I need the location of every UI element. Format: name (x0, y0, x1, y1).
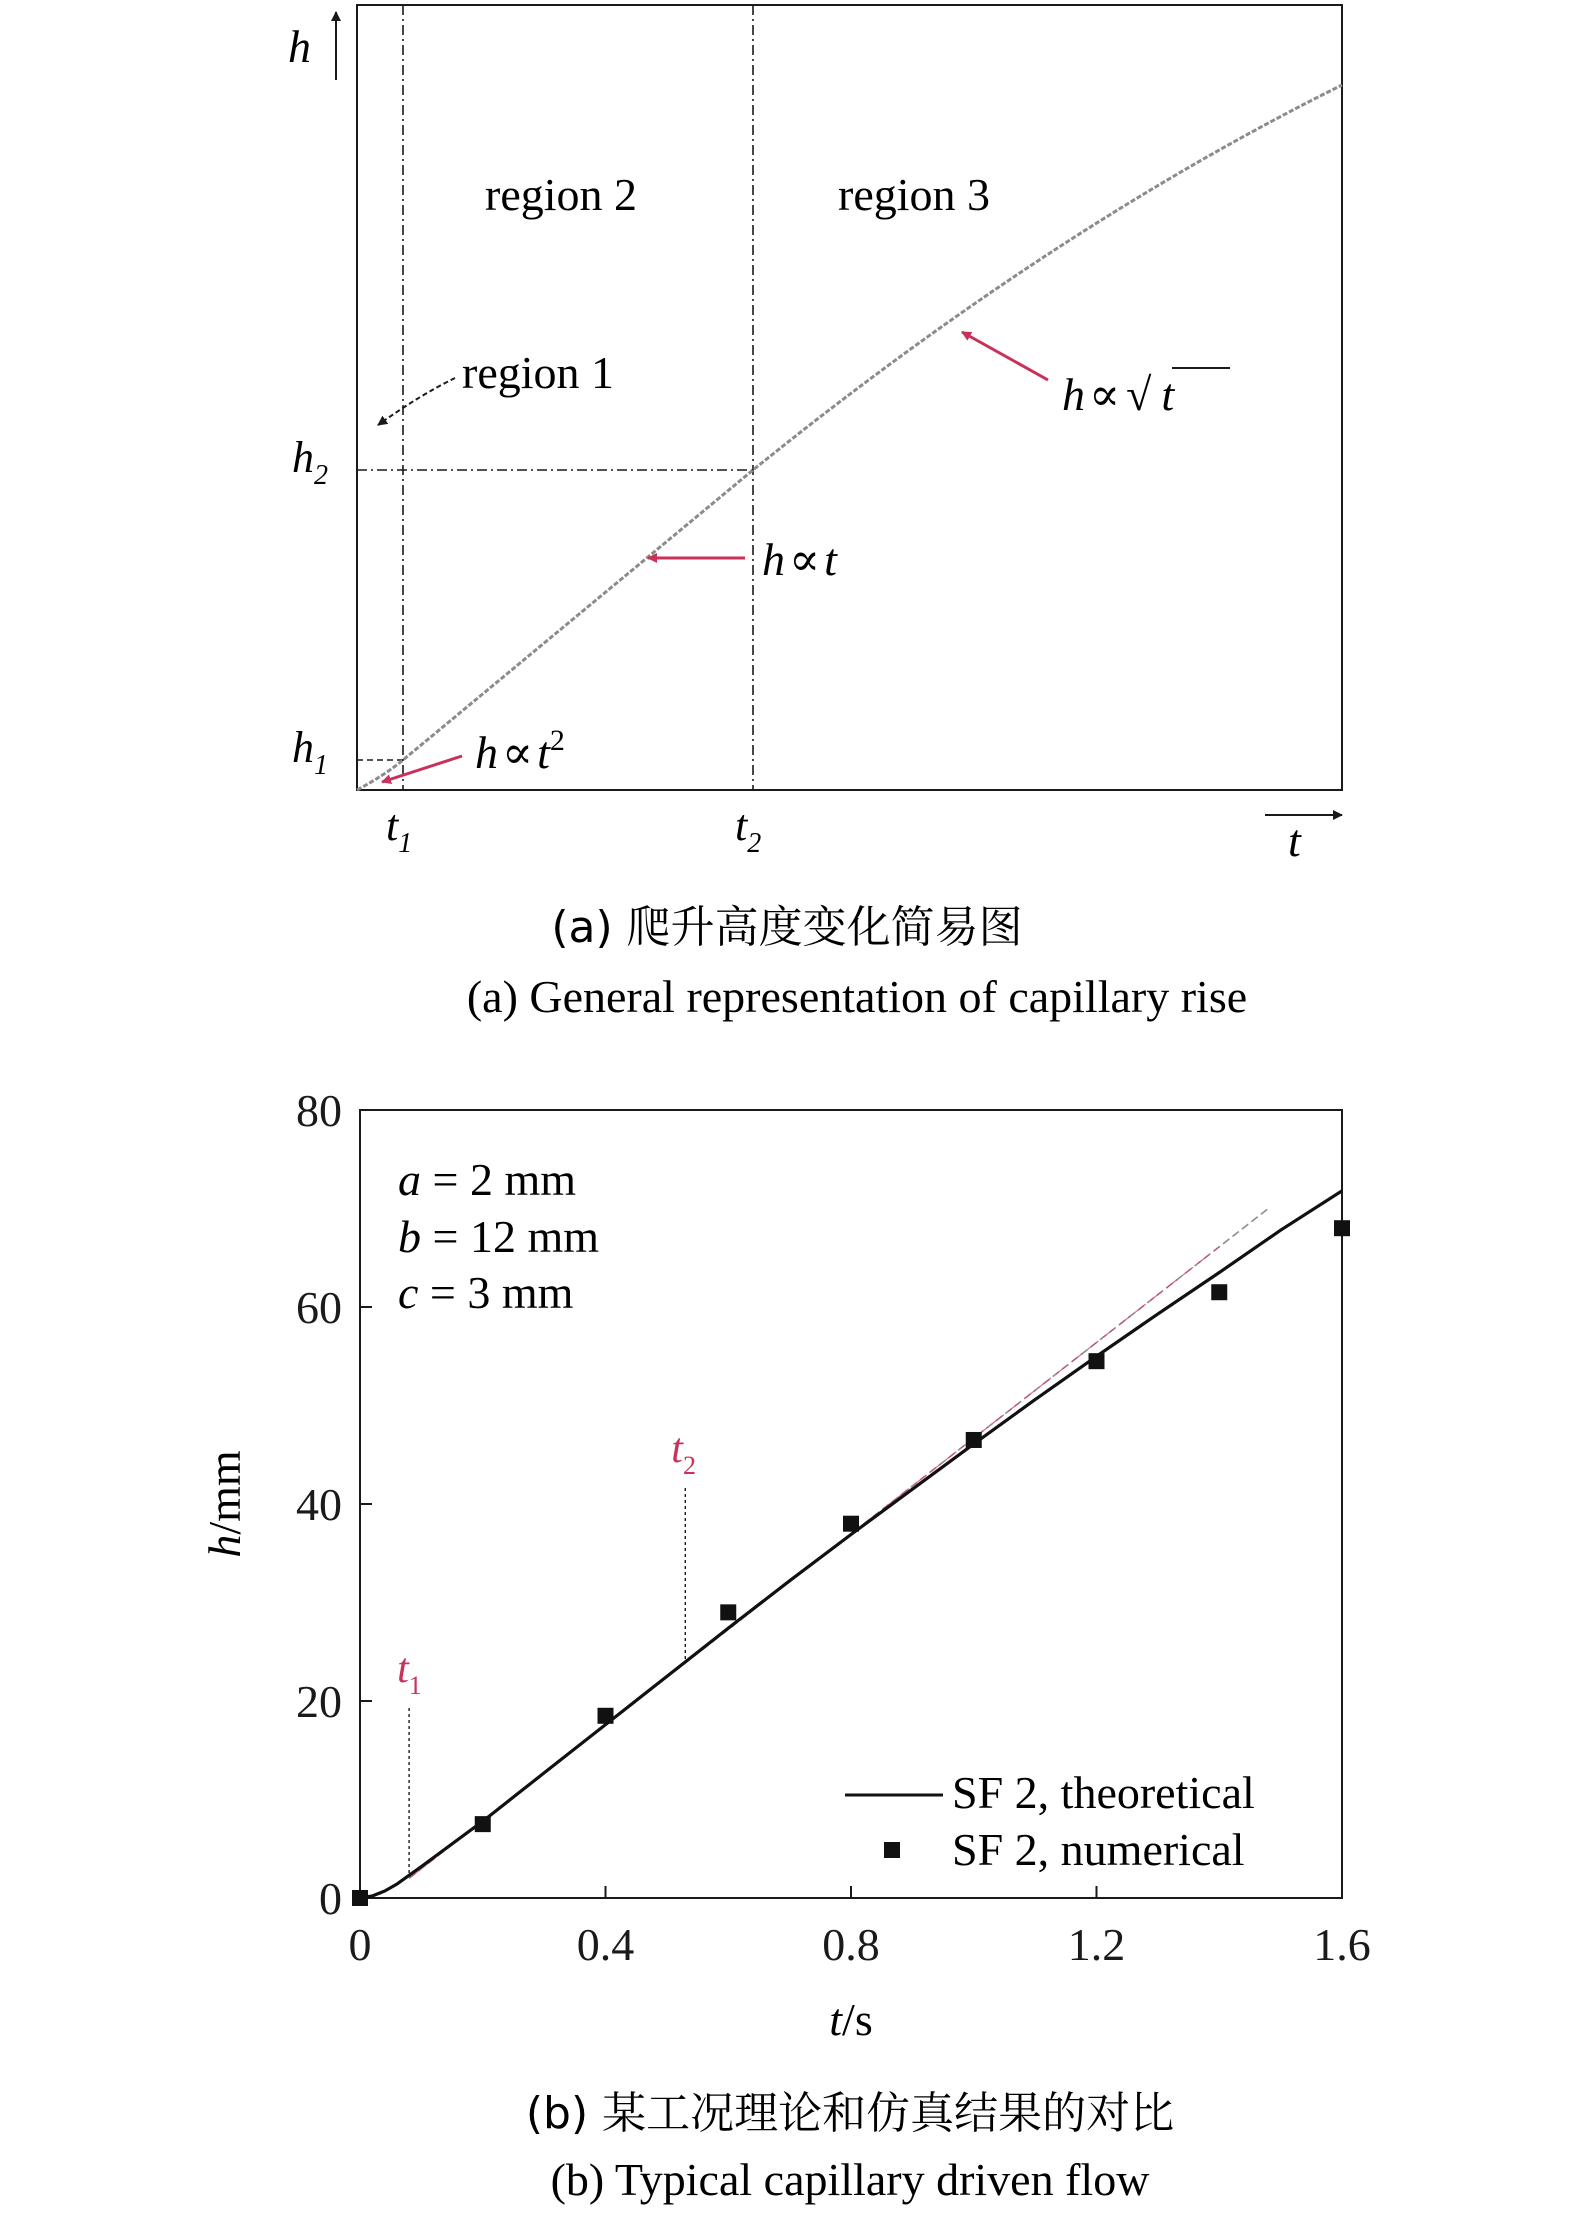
panel-a-arrow-t2 (382, 756, 462, 782)
legend-numerical-label: SF 2, numerical (952, 1824, 1245, 1875)
panel-b-param-a: a = 2 mm (398, 1154, 577, 1205)
numerical-point (966, 1432, 982, 1448)
panel-b-legend (845, 1767, 1255, 1875)
panel-a-ann-h-prop-t: h∝t (762, 534, 837, 585)
panel-a-caption-en: (a) General representation of capillary rise (466, 971, 1248, 1022)
numerical-point (1211, 1284, 1227, 1300)
panel-a-t1-label: $t_1$ (386, 801, 413, 859)
x-tick-label: 0.8 (822, 1919, 880, 1970)
x-tick-label: 1.2 (1067, 1919, 1126, 1970)
panel-a-h2-label: $h_2$ (292, 433, 328, 491)
panel-a-region1-label: region 1 (462, 347, 615, 398)
panel-a-ann-h-prop-t-squared: $h\propto t^2$ (475, 724, 565, 778)
panel-a-y-axis-label: h (288, 21, 311, 72)
panel-a-x-axis-label: t (1288, 815, 1301, 866)
y-tick-label: 40 (296, 1479, 342, 1530)
panel-a-t2-label: $t_2$ (735, 801, 762, 859)
numerical-point (352, 1890, 368, 1906)
numerical-point (843, 1516, 859, 1532)
x-tick-label: 0 (348, 1919, 372, 1970)
numerical-point (720, 1604, 736, 1620)
y-tick-label: 60 (296, 1282, 342, 1333)
panel-b-t1-label: $t_1$ (397, 1646, 422, 1700)
panel-a (288, 5, 1342, 1022)
panel-a-region1-pointer (378, 378, 455, 425)
panel-b-param-b: b = 12 mm (398, 1211, 600, 1262)
y-tick-label: 20 (296, 1676, 342, 1727)
panel-a-ann-h-prop-sqrt-t: h∝ √ t (1062, 369, 1175, 420)
panel-a-region3-label: region 3 (838, 169, 991, 220)
panel-b-y-axis-label: h/mm (199, 1450, 250, 1558)
numerical-point (475, 1816, 491, 1832)
panel-b-caption-cn: (b) 某工况理论和仿真结果的对比 (525, 2088, 1175, 2139)
panel-b-caption-en: (b) Typical capillary driven flow (550, 2154, 1150, 2205)
x-tick-label: 1.6 (1313, 1919, 1371, 1970)
legend-theoretical-label: SF 2, theoretical (952, 1767, 1255, 1818)
panel-a-arrow-sqrt (962, 332, 1048, 380)
numerical-point (1334, 1220, 1350, 1236)
y-tick-label: 80 (296, 1085, 342, 1136)
panel-b-x-axis-label: t/s (829, 1994, 873, 2045)
x-tick-label: 0.4 (576, 1919, 635, 1970)
numerical-point (1089, 1353, 1105, 1369)
panel-a-region2-label: region 2 (485, 169, 638, 220)
panel-b-t2-label: $t_2$ (671, 1426, 696, 1480)
numerical-point (598, 1708, 614, 1724)
y-tick-label: 0 (319, 1873, 342, 1924)
panel-b-param-c: c = 3 mm (398, 1267, 574, 1318)
panel-b (199, 1085, 1371, 2205)
legend-numerical-swatch (884, 1842, 900, 1858)
panel-b-annotation-layer (409, 1488, 685, 1876)
panel-a-h1-label: $h_1$ (292, 723, 328, 781)
panel-a-caption-cn: (a) 爬升高度变化简易图 (551, 902, 1023, 953)
